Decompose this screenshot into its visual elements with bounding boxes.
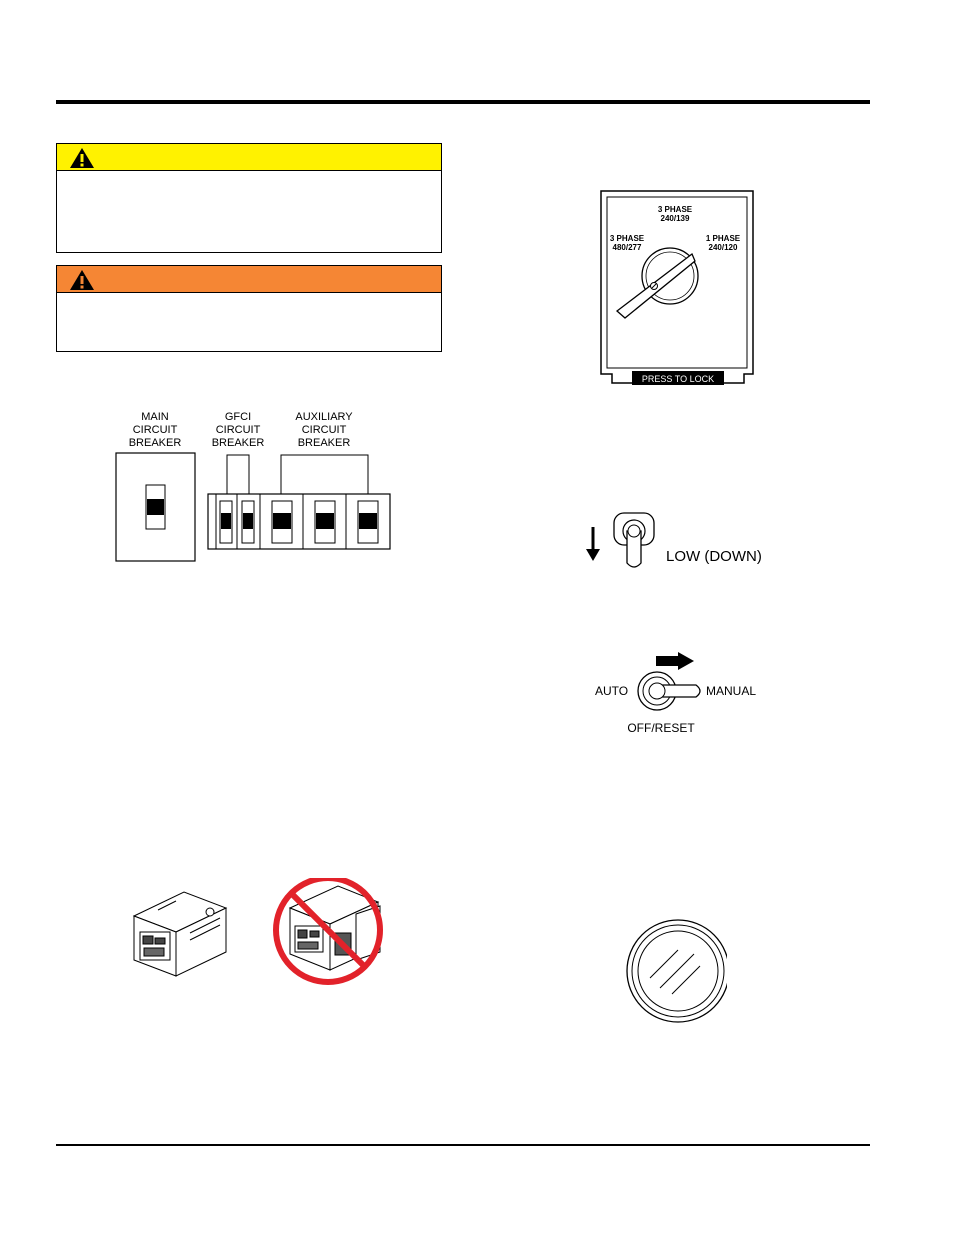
off-reset-label: OFF/RESET [627,721,695,735]
low-down-label: LOW (DOWN) [666,548,762,565]
circuit-breaker-figure [100,405,400,570]
phase-right-label-1: 1 PHASE [705,234,741,243]
phase-selector-figure [598,188,758,398]
gfci-breaker-label-1: GFCI [224,411,252,423]
gfci-breaker-label-3: BREAKER [211,437,265,449]
auto-label: AUTO [595,684,629,698]
aux-breaker-label-1: AUXILIARY [295,411,353,423]
aux-breaker-label-2: CIRCUIT [301,424,347,436]
warning-triangle-icon [69,147,95,169]
press-to-lock-label: PRESS TO LOCK [641,374,715,384]
warning-box [56,265,442,352]
phase-right-label-2: 240/120 [708,243,738,252]
mode-switch-figure [590,650,770,740]
phase-top-label-2: 240/139 [660,214,690,223]
main-breaker-label-1: MAIN [141,411,169,423]
idle-toggle-figure [580,505,780,575]
generator-figure [130,878,400,993]
aux-breaker-label-3: BREAKER [297,437,351,449]
footer-rule [56,1144,870,1146]
caution-header [57,144,441,171]
phase-top-label-1: 3 PHASE [657,205,693,214]
manual-label: MANUAL [706,684,757,698]
phase-left-label-1: 3 PHASE [609,234,645,243]
gfci-breaker-label-2: CIRCUIT [215,424,261,436]
warning-triangle-icon [69,269,95,291]
warning-header [57,266,441,293]
phase-left-label-2: 480/277 [612,243,642,252]
caution-box [56,143,442,253]
main-breaker-label-2: CIRCUIT [132,424,178,436]
main-breaker-label-3: BREAKER [128,437,182,449]
header-rule [56,100,870,104]
emergency-stop-figure [622,918,732,1028]
